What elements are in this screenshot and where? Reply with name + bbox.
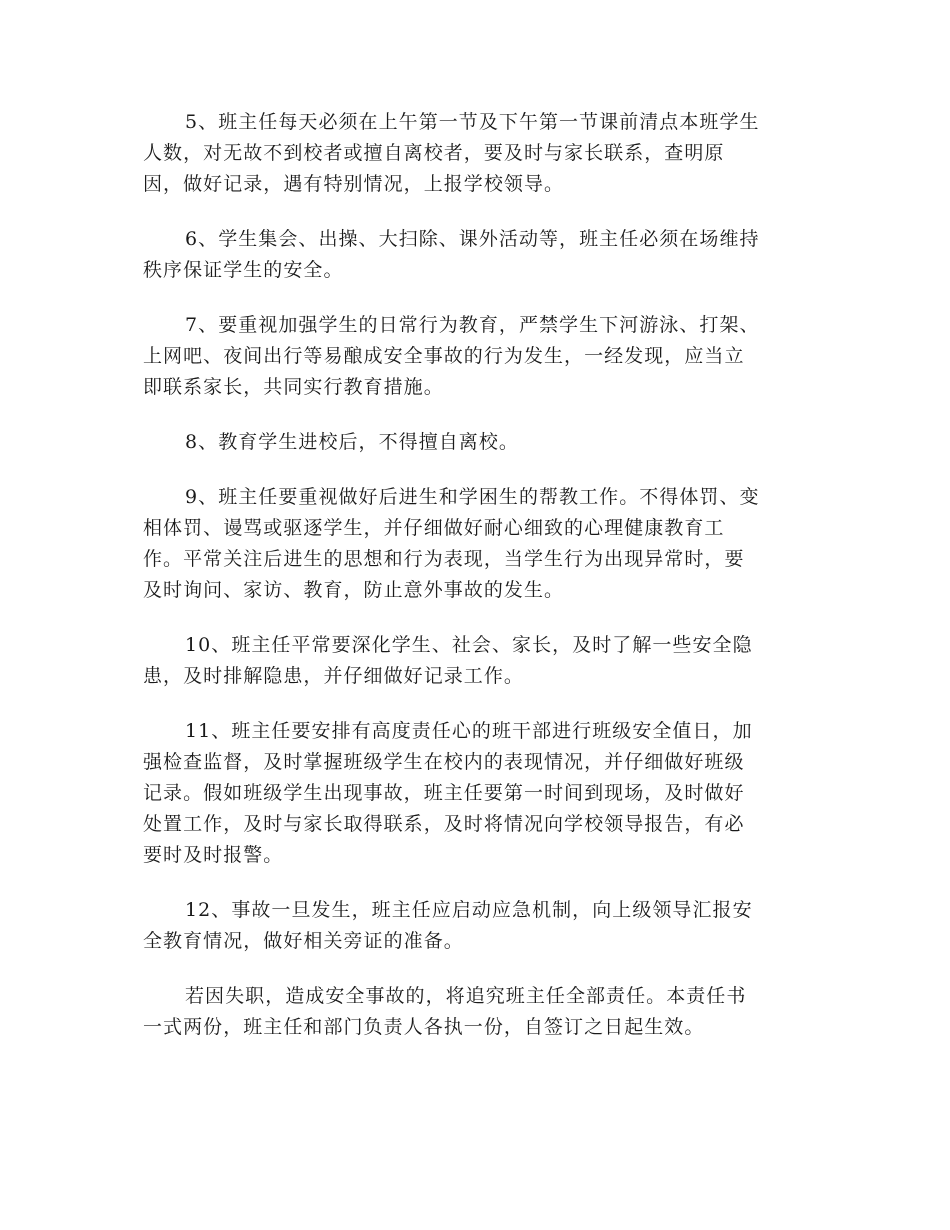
text-line: 相体罚、谩骂或驱逐学生，并仔细做好耐心细致的心理健康教育工 <box>143 517 725 539</box>
paragraph-item-11 <box>143 716 807 871</box>
text-line: 10、班主任平常要深化学生、社会、家长，及时了解一些安全隐 <box>185 634 753 656</box>
text-line: 全教育情况，做好相关旁证的准备。 <box>143 930 464 952</box>
paragraph-closing <box>143 981 807 1043</box>
paragraph-item-5 <box>143 107 807 200</box>
paragraph-item-7 <box>143 310 807 403</box>
paragraph-item-10 <box>143 630 807 692</box>
text-line: 5、班主任每天必须在上午第一节及下午第一节课前清点本班学生 <box>185 111 760 133</box>
paragraph-item-6 <box>143 224 807 286</box>
text-line: 患，及时排解隐患，并仔细做好记录工作。 <box>143 665 524 687</box>
text-line: 及时询问、家访、教育，防止意外事故的发生。 <box>143 579 565 601</box>
text-line: 要时及时报警。 <box>143 844 284 866</box>
text-line: 强检查监督，及时掌握班级学生在校内的表现情况，并仔细做好班级 <box>143 751 745 773</box>
text-line: 上网吧、夜间出行等易酿成安全事故的行为发生，一经发现，应当立 <box>143 345 745 367</box>
text-line: 11、班主任要安排有高度责任心的班干部进行班级安全值日，加 <box>185 720 753 742</box>
text-line: 作。平常关注后进生的思想和行为表现，当学生行为出现异常时，要 <box>143 548 745 570</box>
text-line: 处置工作，及时与家长取得联系，及时将情况向学校领导报告，有必 <box>143 813 745 835</box>
text-line: 12、事故一旦发生，班主任应启动应急机制，向上级领导汇报安 <box>185 899 753 921</box>
document-body <box>143 107 807 1067</box>
text-line: 6、学生集会、出操、大扫除、课外活动等，班主任必须在场维持 <box>185 228 760 250</box>
paragraph-item-8 <box>143 427 807 458</box>
paragraph-item-9 <box>143 482 807 606</box>
paragraph-item-12 <box>143 895 807 957</box>
text-line: 若因失职，造成安全事故的，将追究班主任全部责任。本责任书 <box>185 985 747 1007</box>
text-line: 秩序保证学生的安全。 <box>143 259 344 281</box>
text-line: 人数，对无故不到校者或擅自离校者，要及时与家长联系，查明原 <box>143 142 725 164</box>
text-line: 9、班主任要重视做好后进生和学困生的帮教工作。不得体罚、变 <box>185 486 760 508</box>
text-line: 8、教育学生进校后，不得擅自离校。 <box>185 431 519 453</box>
text-line: 一式两份，班主任和部门负责人各执一份，自签订之日起生效。 <box>143 1016 705 1038</box>
text-line: 因，做好记录，遇有特别情况，上报学校领导。 <box>143 173 565 195</box>
text-line: 记录。假如班级学生出现事故，班主任要第一时间到现场，及时做好 <box>143 782 745 804</box>
text-line: 即联系家长，共同实行教育措施。 <box>143 376 444 398</box>
text-line: 7、要重视加强学生的日常行为教育，严禁学生下河游泳、打架、 <box>185 314 760 336</box>
